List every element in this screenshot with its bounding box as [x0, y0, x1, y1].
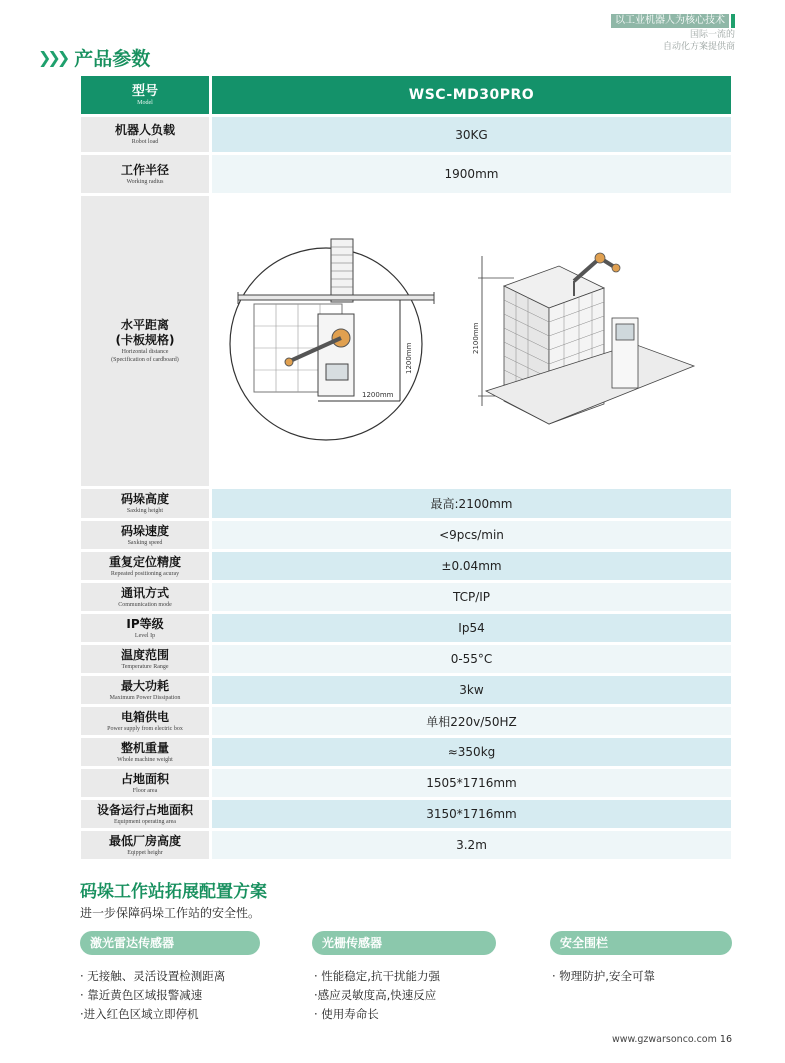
diagram-row	[81, 196, 731, 486]
row-label-en-sub: (Specification of cardboard)	[111, 357, 179, 363]
row-label-en: Maximum Power Dissipation	[109, 694, 181, 701]
config-list-fence	[552, 967, 655, 986]
spec-table	[81, 73, 731, 862]
table-row	[81, 552, 731, 580]
row-label-cn: 工作半径	[120, 162, 169, 177]
row-label-en: Whole machine weight	[117, 756, 173, 763]
table-row	[81, 117, 731, 152]
row-label-en: Saxking speed	[127, 539, 163, 546]
row-label-cn: 整机重量	[120, 740, 169, 755]
list-item: · 使用寿命长	[314, 1007, 379, 1021]
list-item: ·感应灵敏度高,快速反应	[314, 988, 437, 1002]
config-group-title-light-curtain: 光栅传感器	[312, 931, 496, 955]
row-value: 1505*1716mm	[212, 769, 731, 797]
row-value: 0-55°C	[212, 645, 731, 673]
row-label-cn: 机器人负载	[114, 123, 175, 137]
row-label-cn: 通讯方式	[120, 585, 169, 600]
row-label-en: Level Ip	[134, 632, 156, 639]
row-label-en: Robot load	[131, 139, 159, 145]
row-value: <9pcs/min	[212, 521, 731, 549]
row-label-cn: IP等级	[126, 616, 164, 631]
row-label-en: Horizontal distance	[121, 349, 169, 355]
list-item: · 物理防护,安全可靠	[552, 969, 655, 983]
header-label-cn: 型号	[131, 83, 158, 99]
table-row	[81, 676, 731, 704]
row-label-en: Saxking height	[126, 508, 164, 514]
dim-width-label: 1200mm	[361, 391, 393, 399]
row-value: 30KG	[212, 117, 731, 152]
row-label-en: Equipment operating area	[114, 818, 176, 825]
page-title: 产品参数	[74, 48, 151, 70]
table-row	[81, 769, 731, 797]
row-label-en: Eqippet heighr	[127, 849, 163, 856]
row-label-cn: 码垛高度	[120, 492, 169, 506]
model-value: WSC-MD30PRO	[212, 76, 731, 114]
row-value: Ip54	[212, 614, 731, 642]
row-value: 3150*1716mm	[212, 800, 731, 828]
table-row	[81, 707, 731, 735]
row-value: TCP/IP	[212, 583, 731, 611]
config-list-lidar	[80, 967, 225, 1024]
row-label-en: Power supply from electric box	[107, 725, 183, 732]
table-row	[81, 489, 731, 518]
page-number: 16	[719, 1034, 732, 1045]
row-label-cn: 最大功耗	[120, 678, 169, 693]
row-label-cn: 码垛速度	[120, 523, 169, 538]
row-label-en: Repeated positioning acuray	[110, 570, 180, 577]
page-footer	[612, 1034, 732, 1045]
row-label-en: Communication mode	[118, 601, 172, 608]
website-link[interactable]: www.gzwarsonco.com	[611, 1034, 717, 1045]
row-label-cn: 温度范围	[120, 647, 169, 662]
config-group-title-fence: 安全围栏	[550, 931, 732, 955]
row-label-cn-sub: (卡板规格)	[115, 333, 175, 347]
header-slogan-block	[611, 14, 735, 53]
table-row	[81, 614, 731, 642]
row-label-cn: 最低厂房高度	[108, 833, 181, 848]
config-list-light-curtain	[314, 967, 440, 1024]
table-header-row	[81, 76, 731, 114]
row-value: 3.2m	[212, 831, 731, 859]
row-label-cn: 电箱供电	[120, 709, 169, 724]
chevron-right-icon: ❯❯❯	[38, 48, 67, 67]
table-row	[81, 800, 731, 828]
row-value: ≈350kg	[212, 738, 731, 766]
accent-bar	[731, 14, 735, 28]
row-label-en: Temperature Range	[121, 663, 169, 670]
row-label-cn: 水平距离	[120, 318, 169, 332]
layout-diagram	[214, 196, 730, 483]
table-row	[81, 738, 731, 766]
row-label-cn: 重复定位精度	[108, 554, 181, 569]
dim-height-label: 1200mm	[404, 342, 413, 374]
table-row	[81, 521, 731, 549]
table-row	[81, 155, 731, 193]
header-label-cell	[81, 76, 212, 114]
dim-stack-label: 2100mm	[471, 322, 480, 354]
slogan-line-3: 自动化方案提供商	[662, 42, 735, 52]
row-label-en: Floor area	[132, 787, 158, 794]
row-label-en: Working radius	[126, 178, 164, 185]
row-value: 最高:2100mm	[212, 489, 731, 518]
table-row	[81, 831, 731, 859]
diagram-cell	[212, 196, 731, 486]
table-row	[81, 645, 731, 673]
config-title: 码垛工作站拓展配置方案	[80, 882, 267, 902]
list-item: · 靠近黄色区域报警减速	[80, 988, 203, 1002]
row-label-cn: 占地面积	[120, 771, 169, 786]
list-item: · 无接触、灵活设置检测距离	[80, 969, 226, 983]
table-row	[81, 583, 731, 611]
header-label-en: Model	[137, 99, 153, 106]
config-group-title-lidar: 激光雷达传感器	[80, 931, 260, 955]
slogan-banner: 以工业机器人为核心技术	[611, 14, 729, 28]
perspective-view-diagram	[478, 253, 694, 424]
section-heading	[38, 44, 150, 71]
row-value: 单相220v/50HZ	[212, 707, 731, 735]
row-value: ±0.04mm	[212, 552, 731, 580]
row-value: 3kw	[212, 676, 731, 704]
list-item: · 性能稳定,抗干扰能力强	[314, 969, 440, 983]
list-item: ·进入红色区域立即停机	[80, 1007, 199, 1021]
top-view-diagram	[230, 239, 434, 440]
row-label-cn: 设备运行占地面积	[96, 802, 193, 817]
row-value: 1900mm	[212, 155, 731, 193]
slogan-line-2: 国际一流的	[689, 30, 735, 40]
config-description: 进一步保障码垛工作站的安全性。	[80, 906, 261, 920]
